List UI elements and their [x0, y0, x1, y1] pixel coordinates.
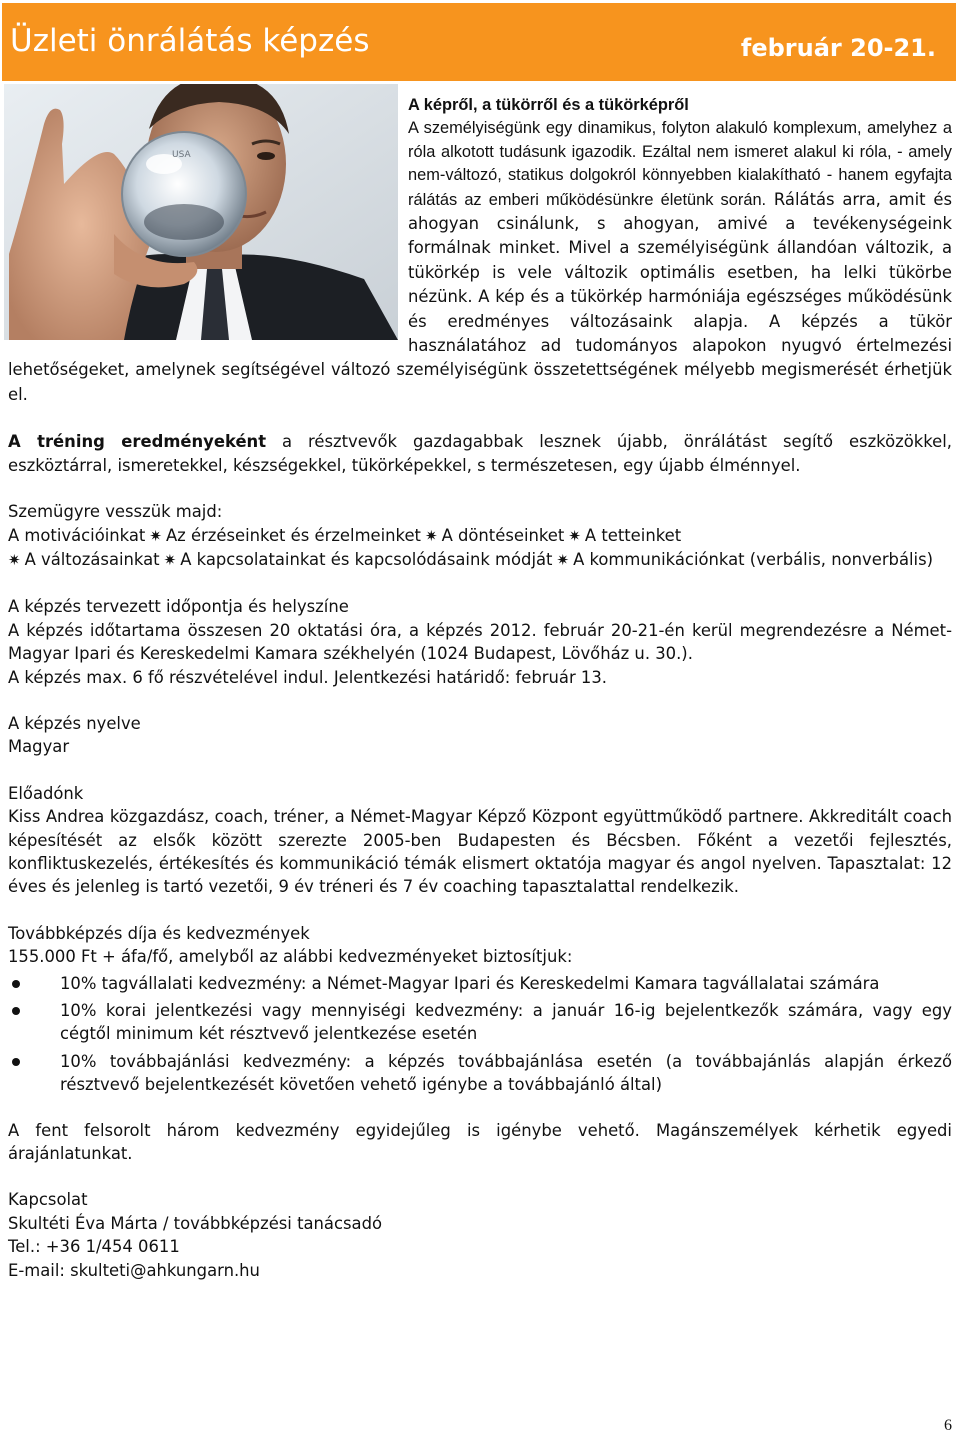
topic-item: A döntéseinket — [441, 525, 565, 545]
fees-note: A fent felsorolt három kedvezmény egyidejűleg is igénybe vehető. Magánszemélyek kérhetik egyedi árajánlatunkat. — [8, 1120, 952, 1164]
schedule-section — [8, 595, 952, 689]
star-icon: ✷ — [149, 526, 162, 545]
result-text: a résztvevők gazdagabbak lesznek újabb, önrálátást segítő eszközökkel, eszköztárral, ismeretekkel, készségekkel, tükörképekkel, s természetesen, egy újabb élménnyel. — [8, 432, 952, 475]
discount-text: 10% korai jelentkezési vagy mennyiségi kedvezmény: a január 16-ig bejelentkezők számára, vagy egy cégtől minimum két résztvevő jelentkezése esetén — [60, 1001, 952, 1044]
topic-item: Az érzéseinket és érzelmeinket — [165, 525, 421, 545]
schedule-heading: A képzés tervezett időpontja és helyszíne — [8, 597, 349, 617]
language-section — [8, 712, 952, 759]
intro-text-1: A személyiségünk egy dinamikus, folyton alakuló komplexum, amelyhez a róla alkotott tudásunk igazodik. Ezáltal nem ismeret alakul ki róla, - amely nem-változó, statikus dolgokról könnyebben kialakítható - hanem egyfajta rálátás az emberi működésünkre életünk során. — [408, 119, 952, 209]
intro-text-2: Rálátás arra, amit és ahogyan csinálunk, s ahogyan, amivé a tevékenységeink formálnak minket. Mivel a személyiségünk állandóan változik, a tükörkép is vele változik optimális esetben, ha lelki tükörbe nézünk. A kép és a tükörkép harmóniája egészséges működésünk és eredményes változásaink alapja. A képzés a tükör használatához ad tudományos alapokon nyugvó értelmezési lehetőségeket, amelynek segítségével változó személyiségünk összetettségének mélyebb megismerését érhetjük el. — [8, 189, 953, 404]
star-icon: ✷ — [556, 550, 570, 569]
speaker-bio: Kiss Andrea közgazdász, coach, tréner, a Német-Magyar Képző Központ együttműködő partnere. Akkreditált coach képesítését az elsők között szerezte 2005-ben Budapesten és Bécsben. Főként a vezetői fejlesztés, konfliktuskezelés, értékesítés és kommunikáció témák elismert oktatója magyar és angol nyelven. Tapasztalat: 12 éves és jelenleg is tartó vezetői, 9 év tréneri és 7 év coaching tapasztalattal rendelkezik. — [8, 807, 952, 897]
contact-phone[interactable]: Tel.: +36 1/454 0611 — [8, 1237, 180, 1257]
topics-heading: Szemügyre vesszük majd: — [8, 502, 223, 522]
contact-name: Skultéti Éva Márta / továbbképzési tanácsadó — [8, 1213, 383, 1233]
star-icon: ✷ — [568, 526, 581, 545]
bullet-icon — [12, 980, 20, 988]
topic-item: A tetteinket — [584, 525, 682, 545]
star-icon: ✷ — [424, 526, 438, 545]
fees-heading: Továbbképzés díja és kedvezmények — [8, 923, 310, 943]
intro-heading: A képről, a tükörről és a tükörképről — [408, 96, 689, 114]
crystal-ball-photo — [8, 94, 408, 350]
language-heading: A képzés nyelve — [8, 713, 141, 733]
bullet-icon — [12, 1058, 20, 1066]
svg-text:USA: USA — [172, 150, 191, 160]
speaker-section — [8, 782, 952, 899]
event-date: február 20-21. — [740, 34, 936, 62]
topic-item: A kommunikációnkat (verbális, nonverbális) — [573, 549, 934, 569]
fees-intro: 155.000 Ft + áfa/fő, amelyből az alábbi kedvezményeket biztosítjuk: — [8, 947, 573, 967]
topic-item: A változásainkat — [24, 549, 160, 569]
result-paragraph — [8, 430, 952, 477]
star-icon: ✷ — [8, 550, 21, 569]
discount-list — [8, 972, 952, 1097]
bullet-icon — [12, 1007, 20, 1015]
discount-text: 10% továbbajánlási kedvezmény: a képzés továbbajánlása esetén (a továbbajánlás alapján érkező résztvevő bejelentkezését követően vehető igénybe a továbbajánló által) — [60, 1051, 952, 1095]
list-item — [8, 972, 952, 995]
page-header — [2, 3, 956, 81]
discount-text: 10% tagvállalati kedvezmény: a Német-Magyar Ipari és Kereskedelmi Kamara tagvállalatai számára — [60, 973, 880, 993]
star-icon: ✷ — [163, 550, 177, 569]
list-item — [8, 1050, 952, 1097]
contact-email[interactable]: E-mail: skulteti@ahkungarn.hu — [8, 1260, 260, 1280]
document-body — [8, 94, 952, 1282]
schedule-text: A képzés időtartama összesen 20 oktatási óra, a képzés 2012. február 20-21-én kerül megrendezésre a Német-Magyar Ipari és Kereskedelmi Kamara székhelyén (1024 Budapest, Lövőház u. 30.). — [8, 620, 952, 664]
topics-section — [8, 500, 952, 572]
page-title: Üzleti önrálátás képzés — [10, 23, 370, 59]
language-value: Magyar — [8, 737, 70, 757]
topic-item: A motivációinkat — [8, 525, 146, 545]
page-number: 6 — [944, 1417, 952, 1434]
topic-item: A kapcsolatainkat és kapcsolódásaink módját — [180, 549, 553, 569]
result-lead: A tréning eredményeként — [8, 432, 267, 452]
contact-heading: Kapcsolat — [8, 1190, 88, 1210]
contact-section — [8, 1188, 952, 1282]
schedule-capacity: A képzés max. 6 fő részvételével indul. Jelentkezési határidő: február 13. — [8, 667, 607, 687]
topics-list — [8, 524, 952, 573]
fees-section — [8, 922, 952, 1097]
list-item — [8, 999, 952, 1046]
speaker-heading: Előadónk — [8, 783, 84, 803]
